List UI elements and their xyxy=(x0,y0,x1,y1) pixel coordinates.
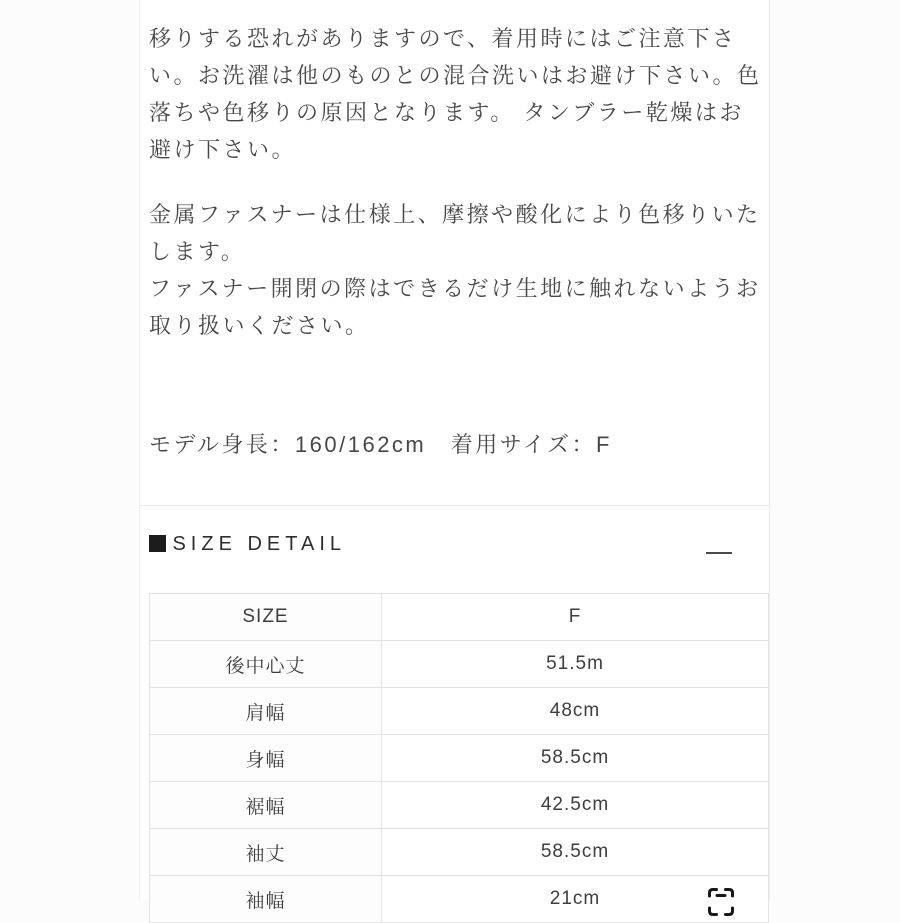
size-label-cell: 袖丈 xyxy=(150,829,382,876)
size-label-cell: SIZE xyxy=(150,594,382,641)
table-row xyxy=(150,876,769,923)
image-expand-button[interactable] xyxy=(704,886,738,920)
heading-square-icon xyxy=(149,535,166,552)
size-table xyxy=(149,593,769,923)
table-row xyxy=(150,594,769,641)
fullscreen-brackets-icon xyxy=(705,886,737,918)
size-label-cell: 肩幅 xyxy=(150,688,382,735)
size-value-cell: 58.5cm xyxy=(382,735,769,782)
size-label-cell: 身幅 xyxy=(150,735,382,782)
size-value-cell: 51.5m xyxy=(382,641,769,688)
table-row xyxy=(150,829,769,876)
size-value-cell: 21cm xyxy=(382,876,769,923)
model-size-info: モデル身長：160/162cm 着用サイズ：F xyxy=(149,432,612,457)
size-detail-collapse-button[interactable] xyxy=(701,535,737,559)
size-label-cell: 後中心丈 xyxy=(150,641,382,688)
product-description-panel xyxy=(139,0,770,912)
size-label-cell: 袖幅 xyxy=(150,876,382,923)
size-value-cell: 42.5cm xyxy=(382,782,769,829)
table-row xyxy=(150,782,769,829)
size-value-cell: 58.5cm xyxy=(382,829,769,876)
size-label-cell: 裾幅 xyxy=(150,782,382,829)
care-note-paragraph-1: 移りする恐れがありますので、着用時にはご注意下さい。お洗濯は他のものとの混合洗いはお避け下さい。色落ちや色移りの原因となります。 タンブラー乾燥はお避け下さい。 xyxy=(149,26,762,162)
table-row xyxy=(150,641,769,688)
section-divider xyxy=(140,505,769,506)
size-detail-title: SIZE DETAIL xyxy=(172,533,346,555)
size-value-cell: 48cm xyxy=(382,688,769,735)
size-value-cell: F xyxy=(382,594,769,641)
table-row xyxy=(150,735,769,782)
size-detail-header xyxy=(149,533,761,563)
care-note-paragraph-2 xyxy=(149,196,763,344)
care-note-line-fastener: 金属ファスナーは仕様上、摩擦や酸化により色移りいたします。 xyxy=(149,202,761,264)
minus-icon xyxy=(706,552,732,554)
table-row xyxy=(150,688,769,735)
care-note-line-handling: ファスナー開閉の際はできるだけ生地に触れないようお取り扱いください。 xyxy=(149,276,761,338)
